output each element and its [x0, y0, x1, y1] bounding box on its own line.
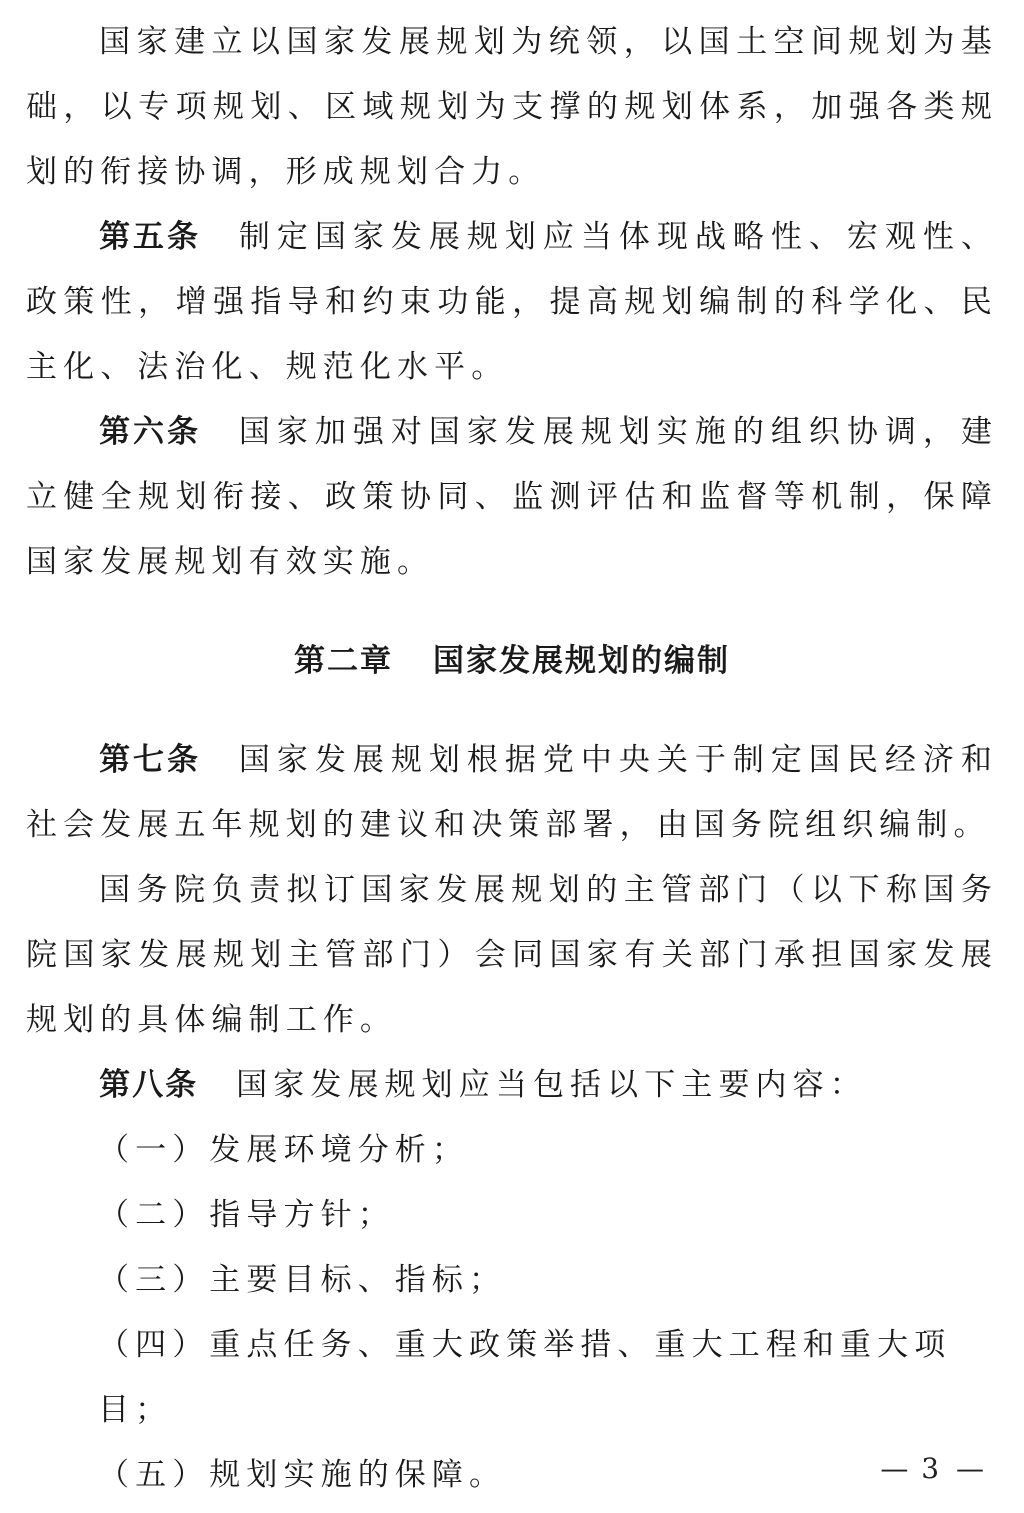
article-8-text: 国家发展规划应当包括以下主要内容： [236, 1067, 867, 1103]
article-7-title: 第七条 [99, 742, 201, 778]
page-number: 3 [921, 1452, 944, 1485]
article-5-text: 制定国家发展规划应当体现战略性、宏观性、政策性，增强指导和约束功能，提高规划编制的科学化、民主化、法治化、规范化水平。 [26, 219, 999, 385]
page-footer [880, 1452, 984, 1485]
footer-dash-right: — [956, 1452, 984, 1485]
article-8 [26, 1053, 998, 1118]
chapter-heading [26, 626, 998, 696]
document-page [26, 10, 998, 1508]
article-5-title: 第五条 [99, 219, 201, 255]
list-item: （一）发展环境分析； [98, 1132, 469, 1168]
list-item: （五）规划实施的保障。 [98, 1457, 507, 1493]
article-5 [26, 205, 998, 400]
chapter-title: 国家发展规划的编制 [433, 643, 730, 679]
list-item: （三）主要目标、指标； [98, 1262, 507, 1298]
article-7-text: 国家发展规划根据党中央关于制定国民经济和社会发展五年规划的建议和决策部署，由国务院组织编制。 [26, 742, 999, 843]
article-6 [26, 400, 998, 595]
article-7-paragraph-2: 国务院负责拟订国家发展规划的主管部门（以下称国务院国家发展规划主管部门）会同国家有关部门承担国家发展规划的具体编制工作。 [26, 872, 998, 1038]
article-7 [26, 728, 998, 858]
article-6-text: 国家加强对国家发展规划实施的组织协调，建立健全规划衔接、政策协同、监测评估和监督等机制，保障国家发展规划有效实施。 [26, 414, 999, 580]
article-8-title: 第八条 [99, 1067, 199, 1103]
list-item: （四）重点任务、重大政策举措、重大工程和重大项目； [98, 1327, 952, 1428]
footer-dash-left: — [880, 1452, 909, 1485]
chapter-number: 第二章 [294, 643, 393, 679]
list-item: （二）指导方针； [98, 1197, 395, 1233]
paragraph-planning-system: 国家建立以国家发展规划为统领，以国土空间规划为基础，以专项规划、区域规划为支撑的规划体系，加强各类规划的衔接协调，形成规划合力。 [26, 24, 998, 190]
article-6-title: 第六条 [99, 414, 201, 450]
